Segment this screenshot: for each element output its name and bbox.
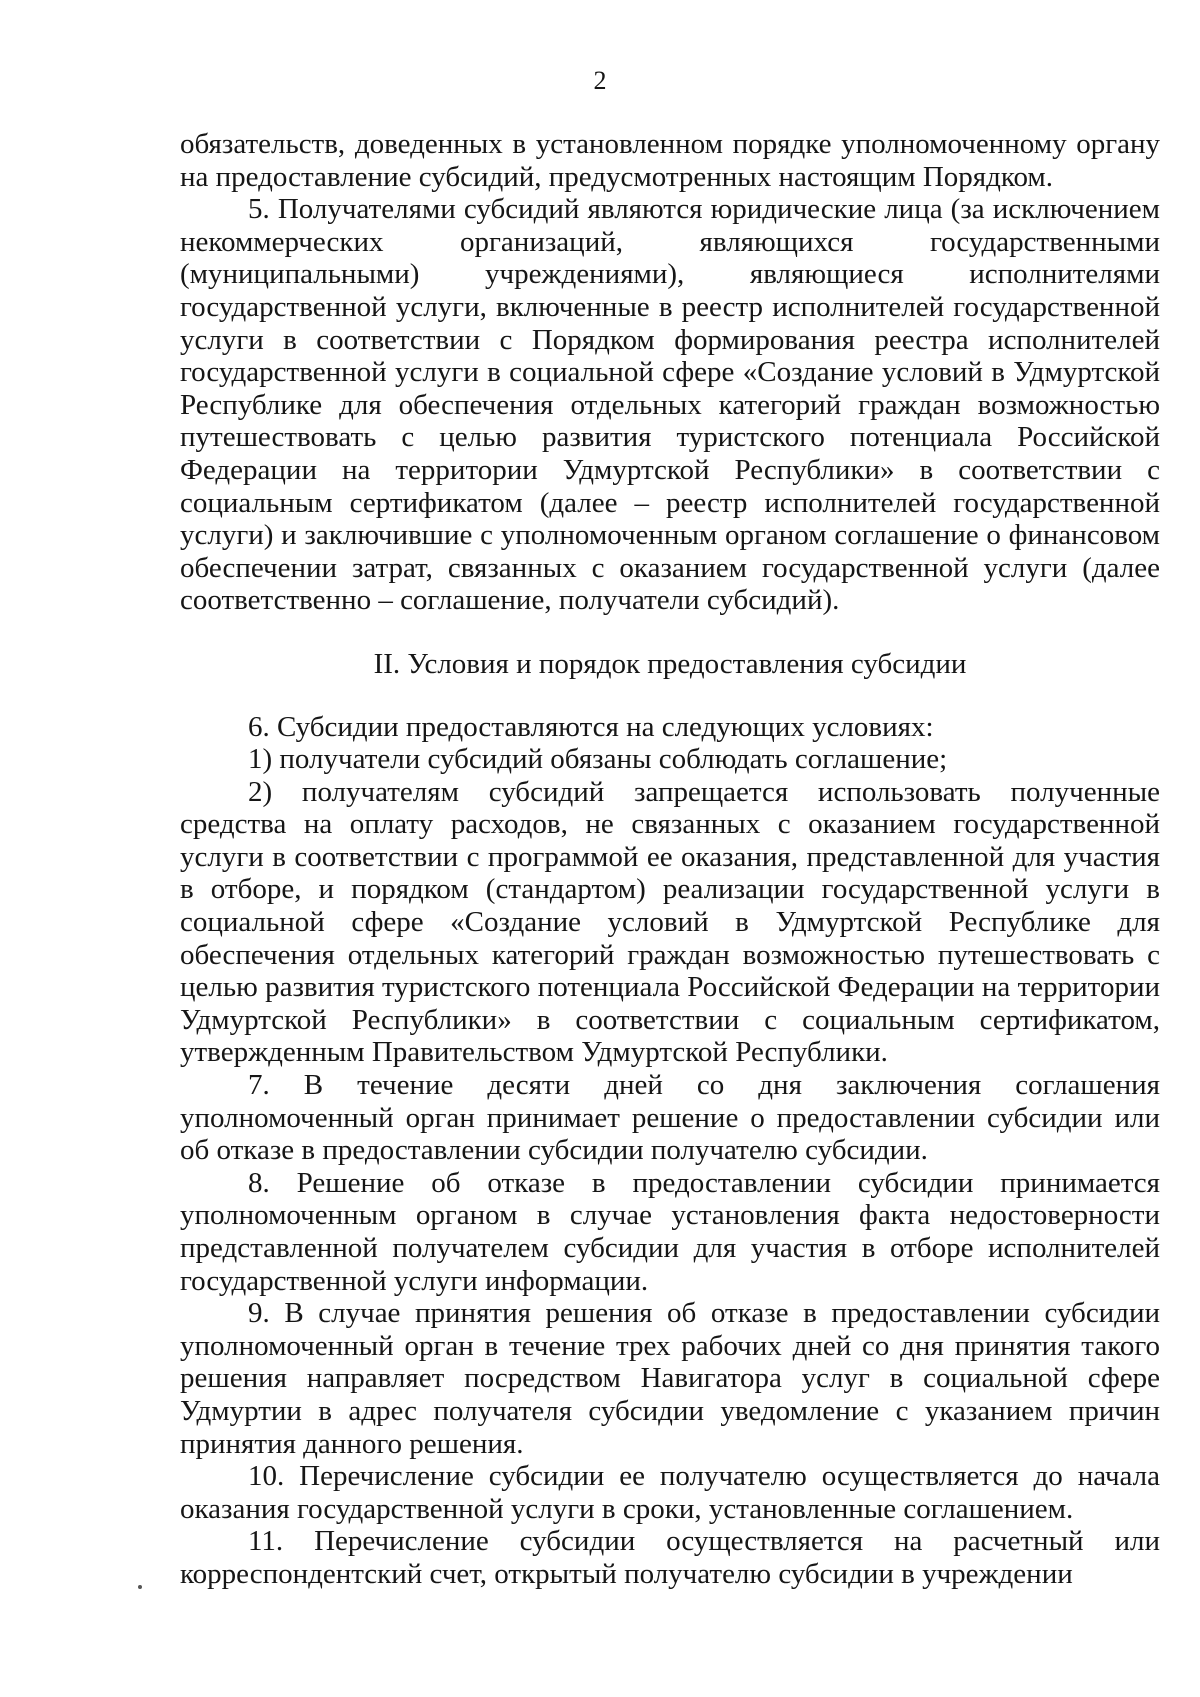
paragraph-7-decision-term: 7. В течение десяти дней со дня заключения соглашения уполномоченный орган принимает решение о предоставлении субсидии или об отказе в предоставлении субсидии получателю субсидии.	[180, 1069, 1160, 1167]
list-item-condition-2: 2) получателям субсидий запрещается использовать полученные средства на оплату расходов, не связанных с оказанием государственной услуги в соответствии с программой ее оказания, представленной для участия в отборе, и порядком (стандартом) реализации государственной услуги в социальной сфере «Создание условий в Удмуртской Республике для обеспечения отдельных категорий граждан возможностью путешествовать с целью развития туристского потенциала Российской Федерации на территории Удмуртской Республики» в соответствии с социальным сертификатом, утвержденным Правительством Удмуртской Республики.	[180, 775, 1160, 1069]
scan-speck	[138, 1585, 142, 1589]
document-body	[180, 128, 1160, 1591]
list-item-condition-1: 1) получатели субсидий обязаны соблюдать соглашение;	[248, 743, 948, 776]
page-number: 2	[593, 66, 607, 95]
paragraph-5-recipients: 5. Получателями субсидий являются юридические лица (за исключением некоммерческих организаций, являющихся государственными (муниципальными) учреждениями), являющиеся исполнителями государственной услуги, включенные в реестр исполнителей государственной услуги в соответствии с Порядком формирования реестра исполнителей государственной услуги в социальной сфере «Создание условий в Удмуртской Республике для обеспечения отдельных категорий граждан возможностью путешествовать с целью развития туристского потенциала Российской Федерации на территории Удмуртской Республики» в соответствии с социальным сертификатом (далее – реестр исполнителей государственной услуги) и заключившие с уполномоченным органом соглашение о финансовом обеспечении затрат, связанных с оказанием государственной услуги (далее соответственно – соглашение, получатели субсидий).	[180, 193, 1160, 617]
paragraph-8-refusal-decision: 8. Решение об отказе в предоставлении субсидии принимается уполномоченным органом в случае установления факта недостоверности представленной получателем субсидии для участия в отборе исполнителей государственной услуги информации.	[180, 1166, 1160, 1297]
paragraph-10-transfer-timing: 10. Перечисление субсидии ее получателю осуществляется до начала оказания государственной услуги в сроки, установленные соглашением.	[180, 1460, 1160, 1525]
paragraph-obligations-continuation: обязательств, доведенных в установленном порядке уполномоченному органу на предоставление субсидий, предусмотренных настоящим Порядком.	[180, 128, 1160, 193]
paragraph-11-transfer-account: 11. Перечисление субсидии осуществляется на расчетный или корреспондентский счет, открытый получателю субсидии в учреждении	[180, 1525, 1160, 1590]
paragraph-6-conditions: 6. Субсидии предоставляются на следующих условиях:	[248, 710, 934, 743]
section-heading-conditions: II. Условия и порядок предоставления субсидии	[373, 647, 967, 680]
paragraph-9-refusal-notice: 9. В случае принятия решения об отказе в предоставлении субсидии уполномоченный орган в течение трех рабочих дней со дня принятия такого решения направляет посредством Навигатора услуг в социальной сфере Удмуртии в адрес получателя субсидии уведомление с указанием причин принятия данного решения.	[180, 1297, 1160, 1460]
